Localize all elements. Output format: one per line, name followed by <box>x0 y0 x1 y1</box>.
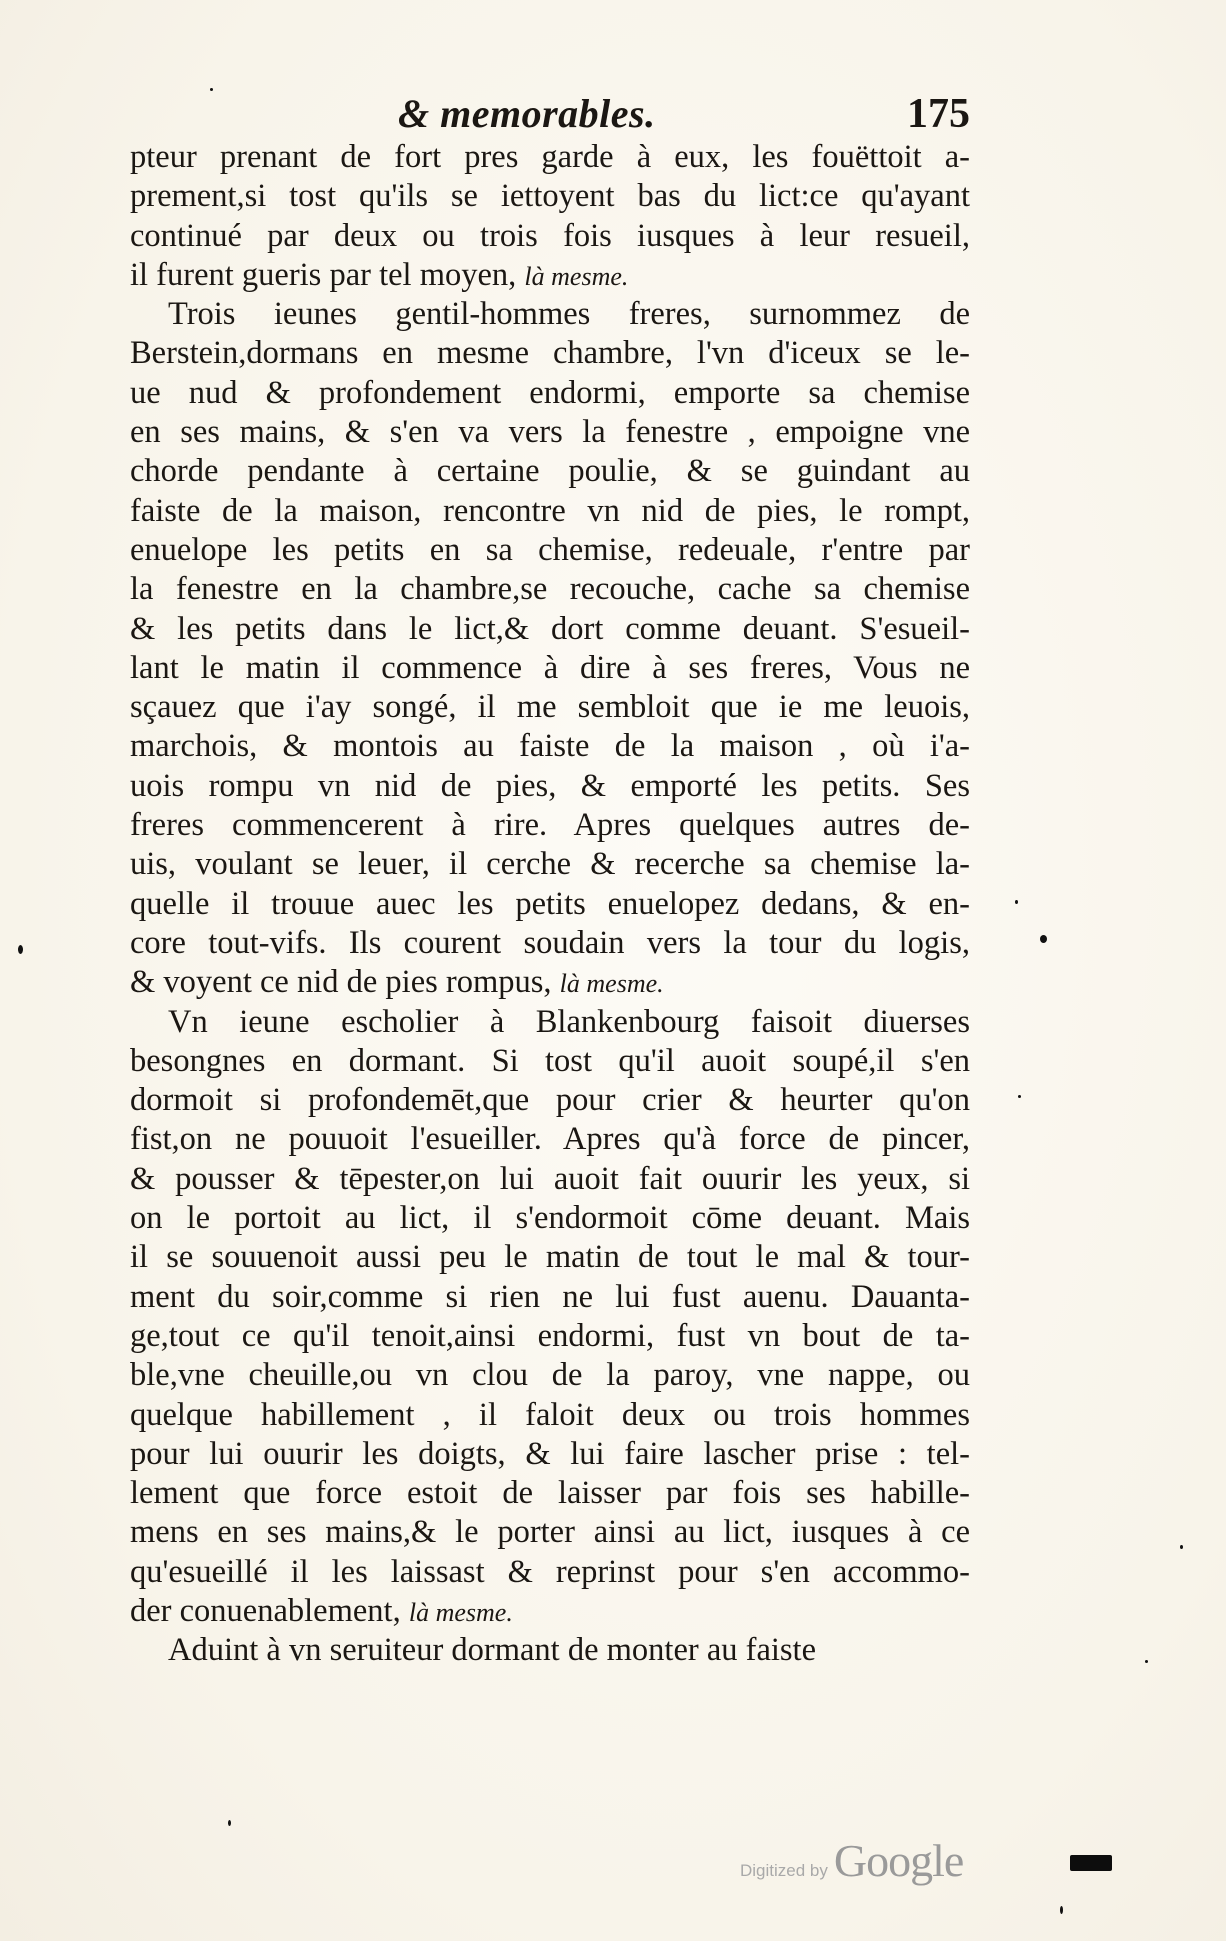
line-text: prement,si tost qu'ils se iettoyent bas du lict:ce qu'ayant <box>130 178 970 215</box>
text-line <box>130 610 970 649</box>
line-text: quelle il trouue auec les petits enuelopez dedans, & en- <box>130 885 970 922</box>
text-line <box>130 1592 970 1631</box>
text-line <box>130 1160 970 1199</box>
text-line <box>130 295 970 334</box>
google-logo: Google <box>833 1835 964 1886</box>
line-text: dormoit si profondemēt,que pour crier & heurter qu'on <box>130 1082 970 1119</box>
scan-speck <box>228 1820 231 1826</box>
scan-speck <box>1145 1660 1148 1663</box>
text-line <box>130 334 970 373</box>
text-line <box>130 767 970 806</box>
text-line <box>130 452 970 491</box>
scan-speck <box>18 945 23 954</box>
source-citation: là mesme. <box>524 261 629 291</box>
text-line <box>130 1631 970 1670</box>
text-line <box>130 570 970 609</box>
text-line <box>130 413 970 452</box>
line-text: der conuenablement, <box>130 1592 401 1629</box>
text-line <box>130 1553 970 1592</box>
line-text: uis, voulant se leuer, il cerche & recerche sa chemise la- <box>130 846 970 883</box>
line-text: faiste de la maison, rencontre vn nid de pies, le rompt, <box>130 492 970 529</box>
text-line <box>130 649 970 688</box>
running-title: & memorables. <box>398 91 656 136</box>
line-text: & pousser & tēpester,on lui auoit fait ouurir les yeux, si <box>130 1160 970 1197</box>
line-text: & voyent ce nid de pies rompus, <box>130 964 552 1001</box>
text-line <box>130 1396 970 1435</box>
line-text: freres commencerent à rire. Apres quelques autres de- <box>130 807 970 844</box>
line-text: quelque habillement , il faloit deux ou trois hommes <box>130 1396 970 1433</box>
text-line <box>130 806 970 845</box>
text-line <box>130 1238 970 1277</box>
text-line <box>130 1120 970 1159</box>
scan-speck <box>1040 935 1047 943</box>
line-text: ue nud & profondement endormi, emporte sa chemise <box>130 374 970 411</box>
line-text: Trois ieunes gentil-hommes freres, surnommez de <box>168 296 970 333</box>
text-line <box>130 1003 970 1042</box>
line-text: fist,on ne pouuoit l'esueiller. Apres qu'à force de pincer, <box>130 1121 970 1158</box>
line-text: lant le matin il commence à dire à ses freres, Vous ne <box>130 649 970 686</box>
text-line <box>130 1081 970 1120</box>
scan-speck <box>1180 1545 1183 1549</box>
line-text: on le portoit au lict, il s'endormoit cōme deuant. Mais <box>130 1200 970 1237</box>
line-text: il furent gueris par tel moyen, <box>130 256 517 293</box>
line-text: core tout-vifs. Ils courent soudain vers la tour du logis, <box>130 924 970 961</box>
line-text: ble,vne cheuille,ou vn clou de la paroy, vne nappe, ou <box>130 1357 970 1394</box>
line-text: qu'esueillé il les laissast & reprinst pour s'en accommo- <box>130 1553 970 1590</box>
text-line <box>130 1435 970 1474</box>
text-line <box>130 727 970 766</box>
text-line <box>130 1356 970 1395</box>
text-line <box>130 256 970 295</box>
source-citation: là mesme. <box>559 969 664 999</box>
line-text: Berstein,dormans en mesme chambre, l'vn d'iceux se le- <box>130 335 970 372</box>
line-text: Vn ieune escholier à Blankenbourg faisoit diuerses <box>168 1003 970 1040</box>
text-line <box>130 1278 970 1317</box>
page-header <box>130 90 970 142</box>
line-text: la fenestre en la chambre,se recouche, cache sa chemise <box>130 571 970 608</box>
line-text: besongnes en dormant. Si tost qu'il auoit soupé,il s'en <box>130 1042 970 1079</box>
scan-speck <box>1060 1906 1063 1914</box>
scan-edge-mark <box>1070 1855 1112 1871</box>
text-line <box>130 845 970 884</box>
line-text: il se souuenoit aussi peu le matin de tout le mal & tour- <box>130 1239 970 1276</box>
text-line <box>130 963 970 1002</box>
line-text: marchois, & montois au faiste de la maison , où i'a- <box>130 728 970 765</box>
line-text: chorde pendante à certaine poulie, & se guindant au <box>130 453 970 490</box>
line-text: & les petits dans le lict,& dort comme deuant. S'esueil- <box>130 610 970 647</box>
text-line <box>130 1042 970 1081</box>
text-line <box>130 1513 970 1552</box>
text-line <box>130 1474 970 1513</box>
text-line <box>130 217 970 256</box>
text-line <box>130 688 970 727</box>
text-line <box>130 492 970 531</box>
line-text: continué par deux ou trois fois iusques à leur resueil, <box>130 217 970 254</box>
scan-speck <box>210 88 213 91</box>
line-text: en ses mains, & s'en va vers la fenestre , empoigne vne <box>130 414 970 451</box>
line-text: mens en ses mains,& le porter ainsi au lict, iusques à ce <box>130 1514 970 1551</box>
digitized-watermark <box>740 1834 963 1887</box>
line-text: lement que force estoit de laisser par fois ses habille- <box>130 1475 970 1512</box>
watermark-prefix: Digitized by <box>740 1861 828 1880</box>
text-line <box>130 531 970 570</box>
line-text: Aduint à vn seruiteur dormant de monter au faiste <box>168 1632 817 1669</box>
text-line <box>130 924 970 963</box>
line-text: sçauez que i'ay songé, il me sembloit que ie me leuois, <box>130 689 970 726</box>
text-line <box>130 374 970 413</box>
scan-speck <box>1015 900 1018 904</box>
text-line <box>130 138 970 177</box>
page-number: 175 <box>907 91 970 137</box>
text-line <box>130 885 970 924</box>
text-line <box>130 177 970 216</box>
text-line <box>130 1199 970 1238</box>
line-text: ge,tout ce qu'il tenoit,ainsi endormi, fust vn bout de ta- <box>130 1317 970 1354</box>
scan-speck <box>1018 1095 1021 1098</box>
line-text: ment du soir,comme si rien ne lui fust auenu. Dauanta- <box>130 1278 970 1315</box>
line-text: uois rompu vn nid de pies, & emporté les petits. Ses <box>130 767 970 804</box>
source-citation: là mesme. <box>408 1597 513 1627</box>
line-text: enuelope les petits en sa chemise, redeuale, r'entre par <box>130 531 970 568</box>
text-line <box>130 1317 970 1356</box>
line-text: pour lui ouurir les doigts, & lui faire lascher prise : tel- <box>130 1435 970 1472</box>
line-text: pteur prenant de fort pres garde à eux, les fouëttoit a- <box>130 139 970 175</box>
body-text <box>130 138 970 1671</box>
